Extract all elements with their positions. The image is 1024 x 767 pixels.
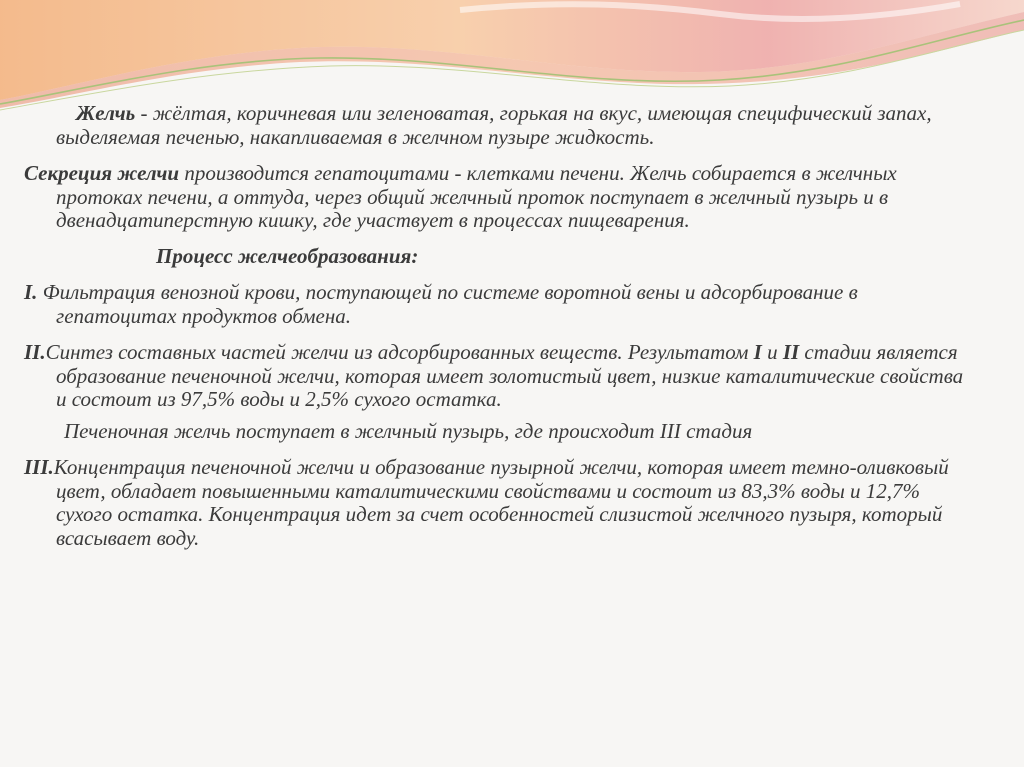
stage-2-bold-2: II	[782, 340, 800, 364]
stage-2	[24, 341, 974, 412]
definition-text: - жёлтая, коричневая или зеленоватая, горькая на вкус, имеющая специфический запах, выделяемая печенью, накапливаемая в желчном пузыре жидкость.	[56, 101, 932, 149]
term-secretion: Секреция желчи	[24, 161, 180, 185]
stage-2-number: II.	[24, 340, 46, 364]
stage-3-text: Концентрация печеночной желчи и образование пузырной желчи, которая имеет темно-оливковый цвет, обладает повышенными каталитическими свойствами и состоит из 83,3% воды и 12,7% сухого остатка. Концентрация идет за счет особенностей слизистой желчного пузыря, который всасывает воду.	[53, 455, 949, 550]
process-title: Процесс желчеобразования:	[156, 243, 419, 268]
stage-3	[24, 456, 974, 550]
stage-2-text-c: стадии является образование печеночной желчи, которая имеет золотистый цвет, низкие каталитические свойства и состоит из 97,5% воды и 2,5% сухого остатка.	[56, 340, 964, 411]
slide-content	[24, 102, 974, 550]
stage-2-text-a: Синтез составных частей желчи из адсорбированных веществ. Результатом	[45, 340, 754, 364]
term-bile: Желчь	[76, 101, 136, 125]
stage-2-bold-1: I	[753, 340, 762, 364]
stage-1-text: Фильтрация венозной крови, поступающей по системе воротной вены и адсорбирование в гепатоцитах продуктов обмена.	[37, 280, 858, 328]
stage-2-text-b: и	[761, 340, 783, 364]
secretion-text: производится гепатоцитами - клетками печени. Желчь собирается в желчных протоках печени, а оттуда, через общий желчный проток поступает в желчный пузырь и в двенадцатиперстную кишку, где участвует в процессах пищеварения.	[56, 161, 897, 232]
liver-bile-note-text: Печеночная желчь поступает в желчный пузырь, где происходит III стадия	[64, 418, 753, 443]
stage-1-number: I.	[24, 280, 38, 304]
stage-1	[24, 281, 974, 328]
liver-bile-note	[24, 420, 974, 444]
secretion-paragraph	[24, 162, 974, 233]
definition-paragraph	[24, 102, 974, 149]
stage-3-number: III.	[24, 455, 54, 479]
